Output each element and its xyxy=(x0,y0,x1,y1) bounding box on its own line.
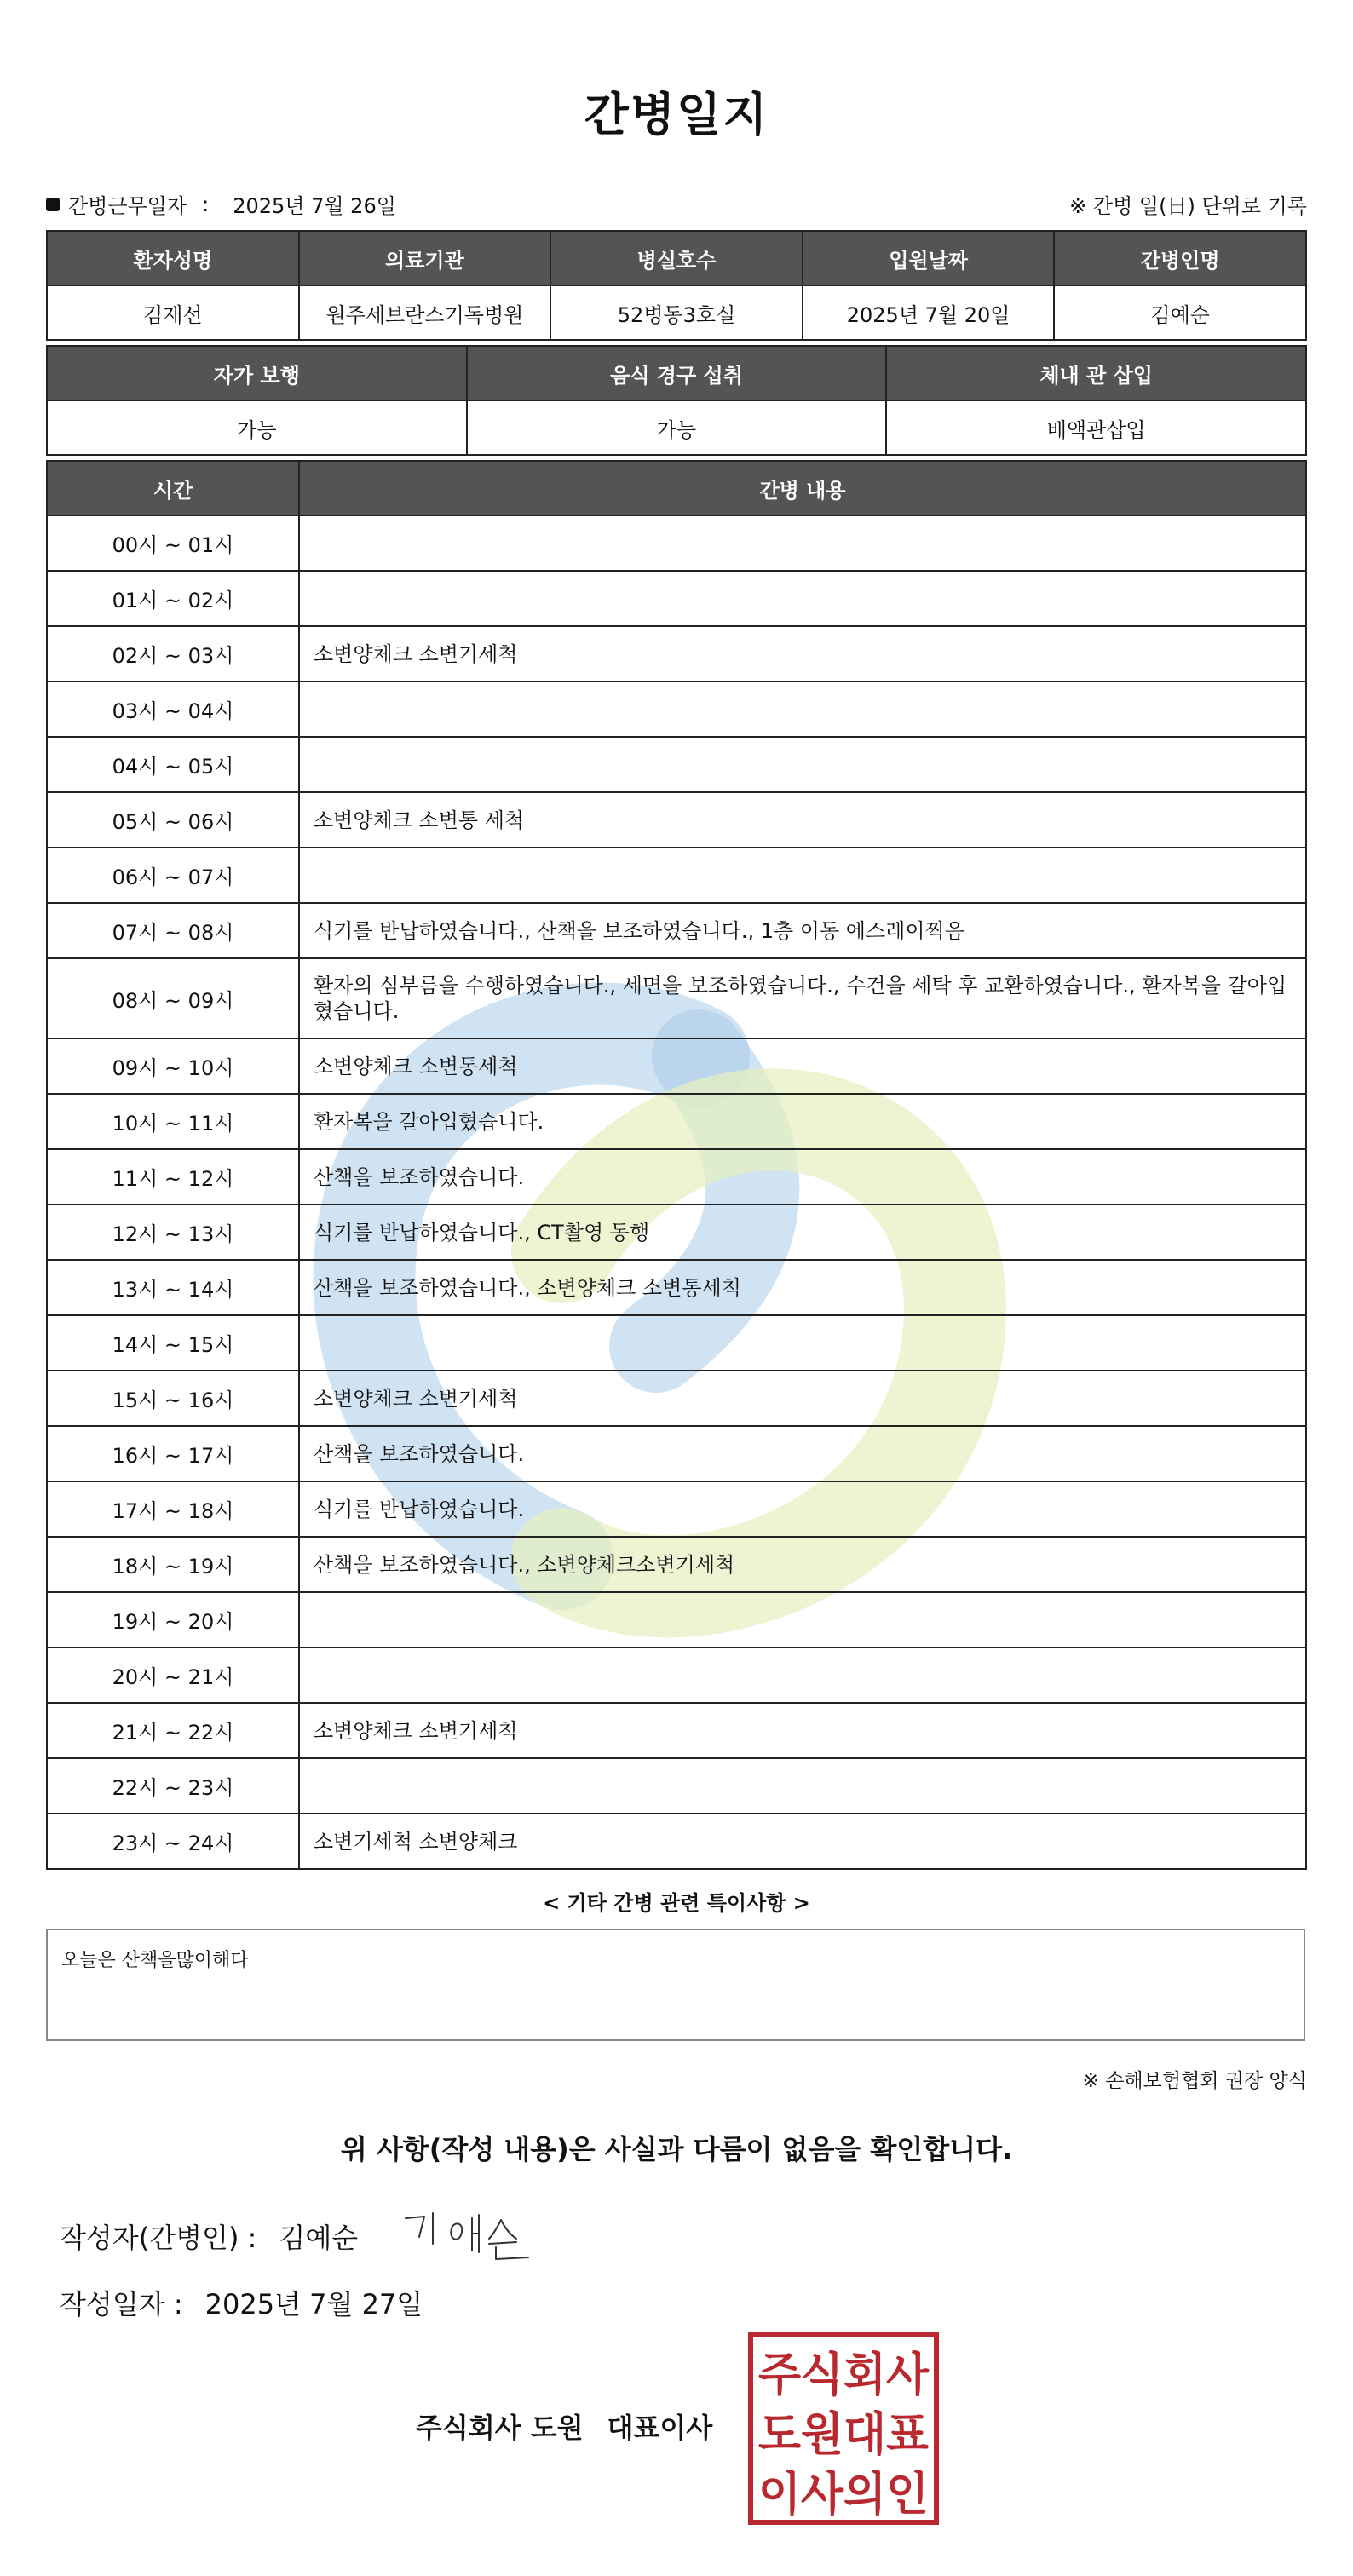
content-cell xyxy=(299,1315,1306,1371)
content-cell xyxy=(299,1592,1306,1647)
patient-info-header-row xyxy=(47,231,1306,285)
bullet-square-icon xyxy=(46,198,60,211)
care-log-table xyxy=(46,460,1307,1870)
seal-line-1: 주식회사 xyxy=(758,2348,930,2401)
table-row xyxy=(47,515,1306,571)
work-date xyxy=(46,189,396,219)
header-caregiver-name: 간병인명 xyxy=(1054,231,1306,285)
table-row xyxy=(47,1315,1306,1371)
content-cell: 소변양체크 소변기세척 xyxy=(299,1703,1306,1758)
content-cell: 식기를 반납하였습니다. xyxy=(299,1481,1306,1537)
content-cell xyxy=(299,571,1306,626)
content-cell: 소변양체크 소변기세척 xyxy=(299,626,1306,681)
header-admission-date: 입원날짜 xyxy=(803,231,1055,285)
seal-line-3: 이사의인 xyxy=(758,2467,929,2521)
header-time: 시간 xyxy=(47,461,299,515)
status-value-row xyxy=(47,400,1306,455)
notes-content: 오늘은 산책을많이해다 xyxy=(61,1950,249,1971)
writer-name: 김예순 xyxy=(279,2222,359,2254)
content-cell: 소변양체크 소변통세척 xyxy=(299,1038,1306,1094)
content-cell xyxy=(299,1647,1306,1703)
table-row xyxy=(47,1703,1306,1758)
content-cell: 소변양체크 소변통 세척 xyxy=(299,792,1306,848)
room: 52병동3호실 xyxy=(550,285,803,340)
company-title: 대표이사 xyxy=(607,2412,713,2444)
time-cell: 13시 ~ 14시 xyxy=(47,1260,299,1315)
company-name: 주식회사 도원 xyxy=(416,2412,584,2444)
write-date-line xyxy=(60,2283,423,2322)
time-cell: 09시 ~ 10시 xyxy=(47,1038,299,1094)
table-row xyxy=(47,1814,1306,1869)
caregiver-name: 김예순 xyxy=(1054,285,1306,340)
time-cell: 22시 ~ 23시 xyxy=(47,1758,299,1814)
oral-intake-status: 가능 xyxy=(467,400,887,455)
table-row xyxy=(47,848,1306,903)
patient-status-table xyxy=(46,345,1307,456)
time-cell: 03시 ~ 04시 xyxy=(47,681,299,737)
content-cell: 산책을 보조하였습니다. xyxy=(299,1426,1306,1481)
table-row xyxy=(47,681,1306,737)
confirmation-statement: 위 사항(작성 내용)은 사실과 다름이 없음을 확인합니다. xyxy=(340,2133,1013,2165)
time-cell: 01시 ~ 02시 xyxy=(47,571,299,626)
table-row xyxy=(47,903,1306,958)
work-date-label: 간병근무일자 xyxy=(68,194,187,218)
footnote: ※ 손해보험협회 권장 양식 xyxy=(1082,2070,1307,2092)
table-row xyxy=(47,1481,1306,1537)
record-note: ※ 간병 일(日) 단위로 기록 xyxy=(1069,194,1307,218)
patient-info-table xyxy=(46,230,1307,341)
table-row xyxy=(47,792,1306,848)
content-cell: 식기를 반납하였습니다., CT촬영 동행 xyxy=(299,1205,1306,1260)
page-title: 간병일지 xyxy=(584,88,769,141)
notes-box xyxy=(46,1929,1305,2041)
header-room: 병실호수 xyxy=(550,231,803,285)
handwritten-signature xyxy=(400,2206,545,2266)
content-cell xyxy=(299,1758,1306,1814)
write-date-value: 2025년 7월 27일 xyxy=(204,2288,423,2320)
company-signature-line xyxy=(416,2406,712,2446)
time-cell: 04시 ~ 05시 xyxy=(47,737,299,792)
content-cell xyxy=(299,515,1306,571)
header-hospital: 의료기관 xyxy=(299,231,551,285)
patient-info-value-row xyxy=(47,285,1306,340)
time-cell: 11시 ~ 12시 xyxy=(47,1149,299,1205)
table-row xyxy=(47,1149,1306,1205)
seal-line-2: 도원대표 xyxy=(758,2407,929,2461)
time-cell: 06시 ~ 07시 xyxy=(47,848,299,903)
write-date-label: 작성일자 : xyxy=(60,2288,183,2320)
content-cell xyxy=(299,681,1306,737)
table-row xyxy=(47,1592,1306,1647)
notes-title: < 기타 간병 관련 특이사항 > xyxy=(543,1891,810,1915)
content-cell: 환자복을 갈아입혔습니다. xyxy=(299,1094,1306,1149)
time-cell: 05시 ~ 06시 xyxy=(47,792,299,848)
table-row xyxy=(47,571,1306,626)
table-row xyxy=(47,1094,1306,1149)
table-row xyxy=(47,1758,1306,1814)
content-cell: 산책을 보조하였습니다., 소변양체크 소변통세척 xyxy=(299,1260,1306,1315)
table-row xyxy=(47,626,1306,681)
content-cell: 소변양체크 소변기세척 xyxy=(299,1371,1306,1426)
content-cell xyxy=(299,848,1306,903)
content-cell: 산책을 보조하였습니다. xyxy=(299,1149,1306,1205)
company-seal xyxy=(748,2332,939,2525)
time-cell: 02시 ~ 03시 xyxy=(47,626,299,681)
header-tube-insertion: 체내 관 삽입 xyxy=(886,346,1306,400)
time-cell: 14시 ~ 15시 xyxy=(47,1315,299,1371)
time-cell: 23시 ~ 24시 xyxy=(47,1814,299,1869)
admission-date: 2025년 7월 20일 xyxy=(803,285,1055,340)
content-cell: 소변기세척 소변양체크 xyxy=(299,1814,1306,1869)
work-date-colon: : xyxy=(202,192,210,216)
content-cell: 환자의 심부름을 수행하였습니다., 세면을 보조하였습니다., 수건을 세탁 후 교환하였습니다., 환자복을 갈아입혔습니다. xyxy=(299,958,1306,1038)
time-cell: 18시 ~ 19시 xyxy=(47,1537,299,1592)
content-cell: 식기를 반납하였습니다., 산책을 보조하였습니다., 1층 이동 에스레이찍음 xyxy=(299,903,1306,958)
time-cell: 21시 ~ 22시 xyxy=(47,1703,299,1758)
table-row xyxy=(47,1260,1306,1315)
header-oral-intake: 음식 경구 섭취 xyxy=(467,346,887,400)
tube-insertion-status: 배액관삽입 xyxy=(886,400,1306,455)
content-cell xyxy=(299,737,1306,792)
walking-status: 가능 xyxy=(47,400,467,455)
hospital: 원주세브란스기독병원 xyxy=(299,285,551,340)
writer-line xyxy=(60,2217,358,2256)
time-cell: 19시 ~ 20시 xyxy=(47,1592,299,1647)
header-care-content: 간병 내용 xyxy=(299,461,1306,515)
table-row xyxy=(47,1647,1306,1703)
table-row xyxy=(47,1371,1306,1426)
time-cell: 16시 ~ 17시 xyxy=(47,1426,299,1481)
care-log-header-row xyxy=(47,461,1306,515)
time-cell: 12시 ~ 13시 xyxy=(47,1205,299,1260)
table-row xyxy=(47,1426,1306,1481)
time-cell: 15시 ~ 16시 xyxy=(47,1371,299,1426)
header-walking: 자가 보행 xyxy=(47,346,467,400)
table-row xyxy=(47,1205,1306,1260)
table-row xyxy=(47,1038,1306,1094)
time-cell: 07시 ~ 08시 xyxy=(47,903,299,958)
header-patient-name: 환자성명 xyxy=(47,231,299,285)
patient-name: 김재선 xyxy=(47,285,299,340)
time-cell: 10시 ~ 11시 xyxy=(47,1094,299,1149)
time-cell: 00시 ~ 01시 xyxy=(47,515,299,571)
table-row xyxy=(47,958,1306,1038)
time-cell: 20시 ~ 21시 xyxy=(47,1647,299,1703)
time-cell: 17시 ~ 18시 xyxy=(47,1481,299,1537)
work-date-value: 2025년 7월 26일 xyxy=(233,194,396,218)
table-row xyxy=(47,737,1306,792)
table-row xyxy=(47,1537,1306,1592)
time-cell: 08시 ~ 09시 xyxy=(47,958,299,1038)
content-cell: 산책을 보조하였습니다., 소변양체크소변기세척 xyxy=(299,1537,1306,1592)
status-header-row xyxy=(47,346,1306,400)
writer-label: 작성자(간병인) : xyxy=(60,2222,257,2254)
